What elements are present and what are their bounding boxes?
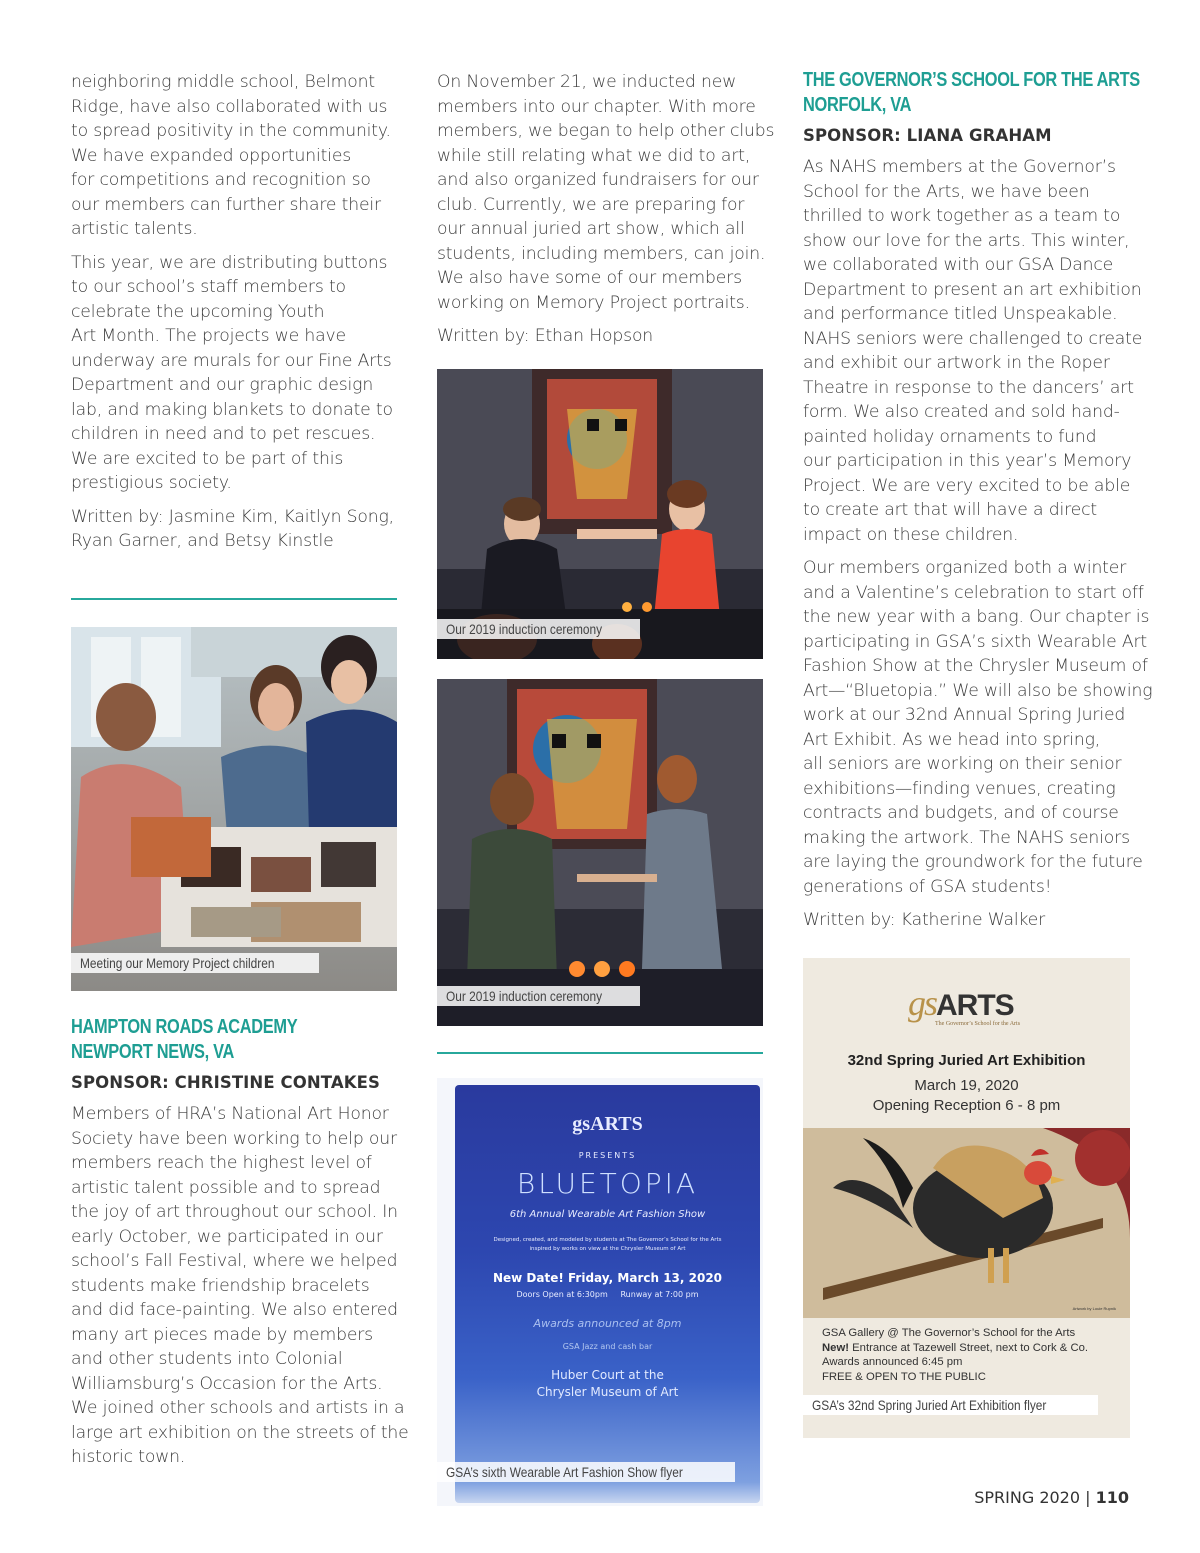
col3-byline: Written by: Katherine Walker <box>803 910 1046 930</box>
gsa-section <box>803 68 1153 942</box>
gsa-sponsor: SPONSOR: LIANA GRAHAM <box>803 126 1052 145</box>
gsa-flyer-date: March 19, 2020 <box>914 1077 1019 1094</box>
induction-caption-2: Our 2019 induction ceremony <box>437 986 640 1006</box>
gsa-heading: THE GOVERNOR’S SCHOOL FOR THE ARTS NORFOLK, VA <box>803 69 1140 116</box>
bluetopia-awards: Awards announced at 8pm <box>533 1317 682 1330</box>
col3-paragraph-1: As NAHS members at the Governor’s School for the Arts, we have been thrilled to work together as a team to show our love for the arts. This winter, we collaborated with our GSA Dance Department to present an art exhibition and performance titled Unspeakable. NAHS seniors were challenged to create and exhibit our artwork in the Roper Theatre in response to the dancers’ art form. We also created and sold hand- painted holiday ornaments to fund our participation in this year’s Memory Project. We are very excited to be able to create art that will have a direct impact on these children. <box>803 157 1143 545</box>
column-2 <box>437 70 775 358</box>
bluetopia-subtitle: 6th Annual Wearable Art Fashion Show <box>509 1209 706 1220</box>
bluetopia-desc-2: inspired by works on view at the Chrysler Museum of Art <box>529 1246 686 1252</box>
gsa-flyer-info: GSA Gallery @ The Governor’s School for the Arts New! Entrance at Tazewell Street, next to Cork & Co. Awards announced 6:45 pm FREE & OPEN TO THE PUBLIC <box>822 1327 1089 1383</box>
rooster-credit: Artwork by Louie Rupnik <box>1072 1306 1116 1311</box>
gsa-flyer-title: 32nd Spring Juried Art Exhibition <box>847 1052 1086 1069</box>
page-footer <box>974 1488 1129 1507</box>
bluetopia-caption: GSA’s sixth Wearable Art Fashion Show flyer <box>437 1462 735 1482</box>
bluetopia-venue-1: Huber Court at the <box>551 1368 664 1382</box>
bluetopia-title: BLUETOPIA <box>516 1167 699 1200</box>
bluetopia-logo: gsARTS <box>572 1113 643 1135</box>
col1-paragraph-2: This year, we are distributing buttons to our school’s staff members to celebrate the upcoming Youth Art Month. The projects we have underway are murals for our Fine Arts Department and our graphic design lab, and making blankets to donate to children in need and to pet rescues. We are excited to be part of this prestigious society. <box>71 252 393 493</box>
induction-image-2 <box>437 679 763 1026</box>
gsa-logo: gsARTS <box>908 983 1014 1023</box>
col1-byline: Written by: Jasmine Kim, Kaitlyn Song, Ryan Garner, and Betsy Kinstle <box>71 506 394 551</box>
gsa-flyer-reception: Opening Reception 6 - 8 pm <box>872 1097 1061 1114</box>
issue-label: SPRING 2020 | <box>974 1488 1096 1507</box>
bluetopia-bar: GSA Jazz and cash bar <box>562 1342 653 1351</box>
gsa-flyer-caption: GSA’s 32nd Spring Juried Art Exhibition flyer <box>803 1395 1098 1415</box>
hra-paragraph: Members of HRA’s National Art Honor Society have been working to help our members reach the highest level of artistic talent possible and to spread the joy of art throughout our school. In early October, we participated in our school’s Fall Festival, where we helped students make friendship bracelets and did face-painting. We also entered many art pieces made by members and other students into Colonial Williamsburg’s Occasion for the Arts. We joined other schools and artists in a large art exhibition on the streets of the historic town. <box>71 1104 409 1467</box>
induction-caption-1: Our 2019 induction ceremony <box>437 619 640 639</box>
hra-sponsor: SPONSOR: CHRISTINE CONTAKES <box>71 1073 380 1092</box>
column-1 <box>71 70 397 563</box>
col2-paragraph-1: On November 21, we inducted new members into our chapter. With more members, we began to help other clubs while still relating what we did to art, and also organized fundraisers for our club. Currently, we are preparing for our annual juried art show, which all students, including members, can join. We also have some of our members working on Memory Project portraits. <box>437 72 775 313</box>
bluetopia-desc-1: Designed, created, and modeled by students at The Governor’s School for the Arts <box>493 1237 722 1243</box>
col1-paragraph-1: neighboring middle school, Belmont Ridge, have also collaborated with us to spread positivity in the community. We have expanded opportunities for competitions and recognition so our members can further share their artistic talents. <box>71 72 391 239</box>
memory-project-photo <box>71 627 397 991</box>
induction-image-1 <box>437 369 763 659</box>
gsa-logo-sub: The Governor’s School for the Arts <box>935 1021 1021 1027</box>
gsa-exhibition-flyer <box>803 958 1130 1438</box>
bluetopia-date: New Date! Friday, March 13, 2020 <box>492 1271 723 1285</box>
induction-photo-1 <box>437 369 763 659</box>
memory-project-image <box>71 627 397 991</box>
rooster-artwork <box>803 1128 1130 1318</box>
induction-photo-2 <box>437 679 763 1026</box>
page-number: 110 <box>1095 1488 1129 1507</box>
hra-section <box>71 1015 409 1479</box>
section-divider <box>71 598 397 600</box>
bluetopia-times: Doors Open at 6:30pm Runway at 7:00 pm <box>516 1290 699 1299</box>
bluetopia-venue-2: Chrysler Museum of Art <box>536 1385 679 1399</box>
section-divider-2 <box>437 1052 763 1054</box>
memory-project-caption: Meeting our Memory Project children <box>71 953 319 973</box>
hra-heading: HAMPTON ROADS ACADEMY NEWPORT NEWS, VA <box>71 1016 298 1063</box>
col3-paragraph-2: Our members organized both a winter and a Valentine’s celebration to start off the new year with a bang. Our chapter is participating in GSA’s sixth Wearable Art Fashion Show at the Chrysler Museum of Art—“Bluetopia.” We will also be showing work at our 32nd Annual Spring Juried Art Exhibit. As we head into spring, all seniors are working on their senior exhibitions—finding venues, creating contracts and budgets, and of course making the artwork. The NAHS seniors are laying the groundwork for the future generations of GSA students! <box>803 558 1153 897</box>
col2-byline: Written by: Ethan Hopson <box>437 326 654 346</box>
bluetopia-presents: PRESENTS <box>578 1151 637 1160</box>
bluetopia-flyer-body <box>455 1085 760 1503</box>
